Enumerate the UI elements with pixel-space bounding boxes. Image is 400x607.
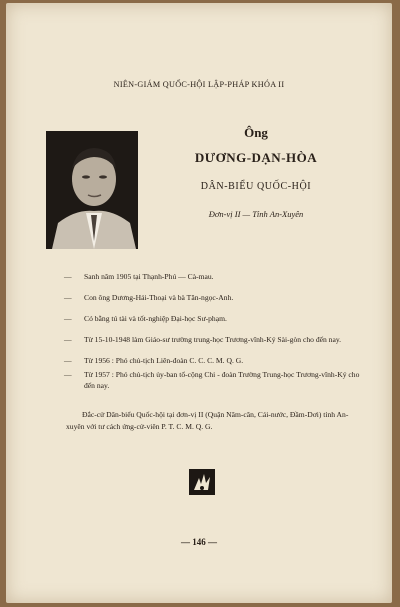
list-item: — Con ông Dương-Hải-Thoại và bà Tăn-ngọc-Anh. bbox=[64, 293, 234, 302]
portrait-photo bbox=[46, 131, 138, 249]
person-name: DƯƠNG-DẠN-HÒA bbox=[194, 150, 318, 165]
election-paragraph: Đắc-cử Dân-biểu Quốc-hội tại đơn-vị II (Quận Năm-căn, Cái-nước, Đầm-Dơi) tỉnh An-xuyên với tư cách ứng-cử-viên P. T. C. M. Q. G. bbox=[66, 410, 349, 431]
list-item: — Từ 1957 : Phó chủ-tịch ủy-ban tổ-cộng Chi - đoàn Trường Trung-học Trương-vĩnh-Ký cho đến nay. bbox=[64, 370, 360, 390]
list-item: — Sanh năm 1905 tại Thạnh-Phú — Cà-mau. bbox=[64, 272, 214, 281]
running-header: NIÊN-GIÁM QUỐC-HỘI LẬP-PHÁP KHÓA II bbox=[113, 80, 285, 89]
electoral-unit: Đơn-vị II — Tỉnh An-Xuyên bbox=[208, 209, 304, 219]
party-emblem-icon bbox=[189, 469, 215, 495]
list-item: — Từ 15-10-1948 làm Giáo-sư trường trung-học Trương-vĩnh-Ký Sài-gòn cho đến nay. bbox=[64, 335, 342, 344]
person-role: DÂN-BIỂU QUỐC-HỘI bbox=[200, 181, 312, 192]
portrait-image bbox=[46, 131, 138, 249]
biography-list bbox=[64, 271, 364, 401]
list-item: — Từ 1956 : Phó chủ-tịch Liên-đoàn C. C. C. M. Q. G. bbox=[64, 356, 244, 365]
page-number: — 146 — bbox=[181, 537, 217, 547]
document-page bbox=[6, 3, 392, 603]
honorific: Ông bbox=[244, 125, 268, 140]
list-item: — Có bằng tú tài và tốt-nghiệp Đại-học Sư-phạm. bbox=[64, 314, 227, 323]
